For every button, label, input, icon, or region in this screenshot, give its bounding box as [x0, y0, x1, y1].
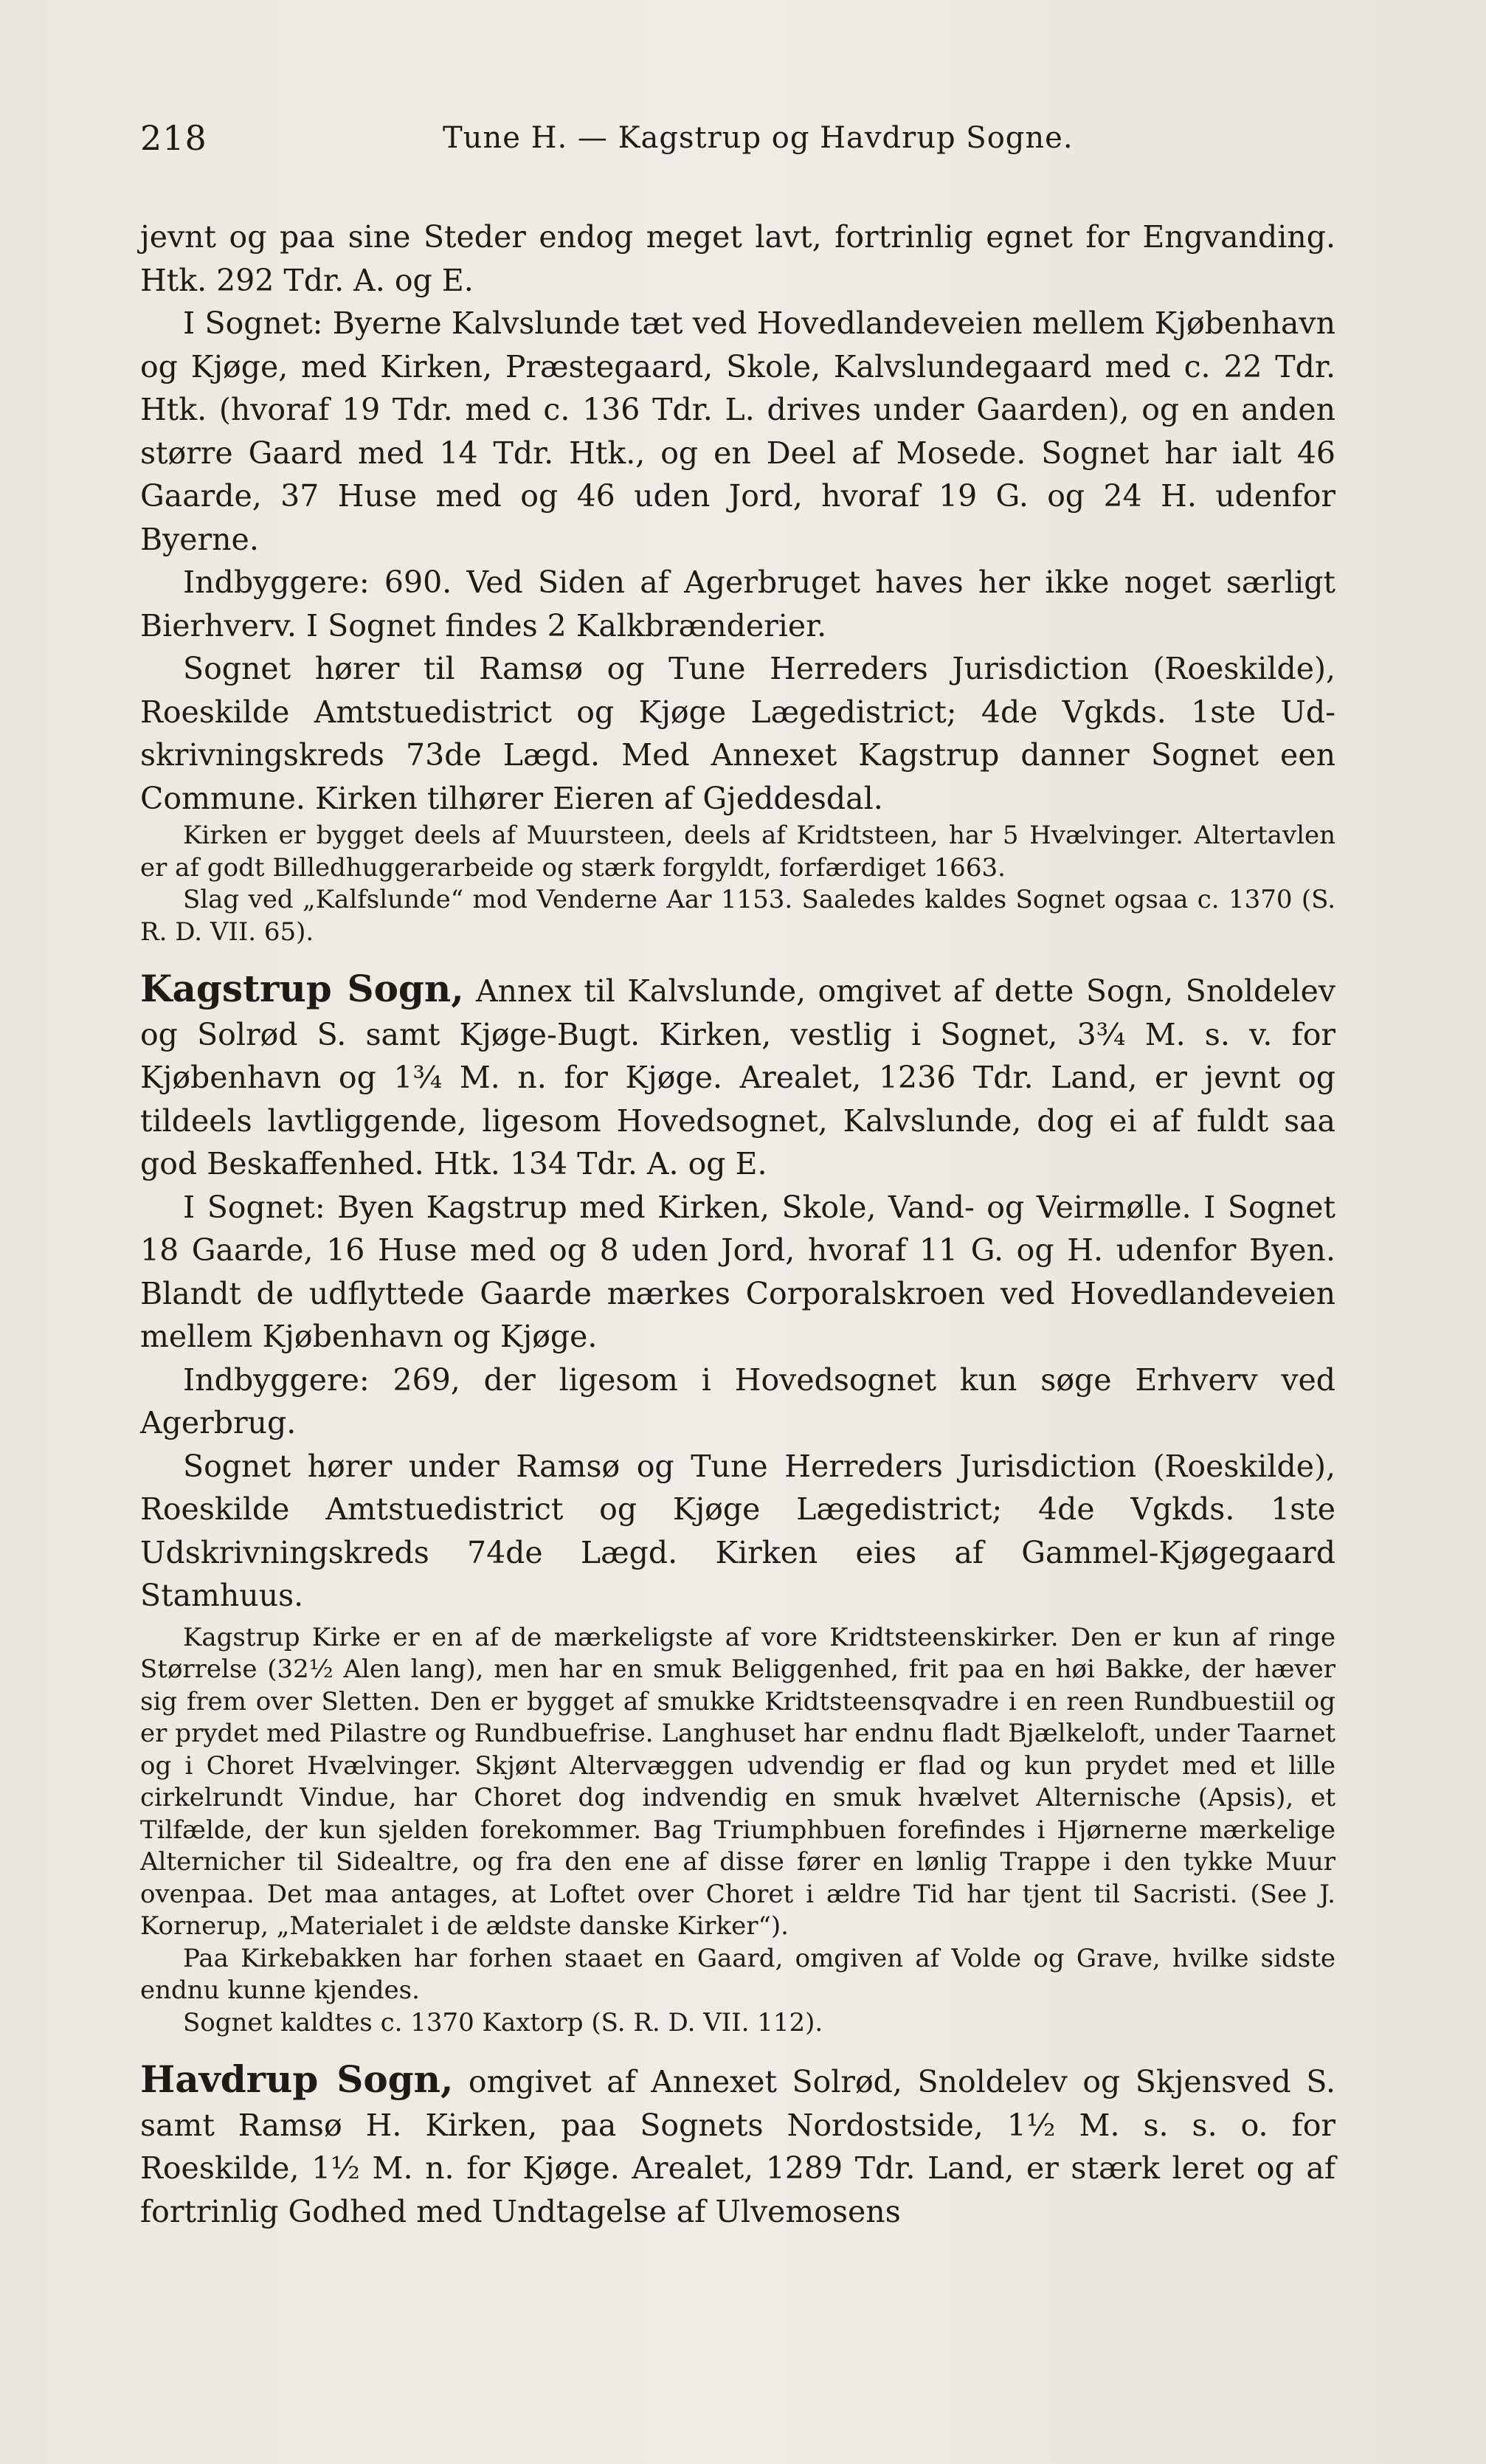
paragraph: Indbyggere: 269, der ligesom i Hovedsognet kun søge Erhverv ved Agerbrug.	[140, 1362, 1335, 1440]
parish-entry-havdrup	[140, 2058, 1335, 2233]
paragraph: I Sognet: Byerne Kalvslunde tæt ved Hovedlandeveien mellem Kjøbenhavn og Kjøge, med Kirken, Præstegaard, Skole, Kalvslundegaard med c. 22 Tdr. Htk. (hvoraf 19 Tdr. med c. 136 Tdr. L. drives under Gaarden), og en anden større Gaard med 14 Tdr. Htk., og en Deel af Mosede. Sognet har ialt 46 Gaarde, 37 Huse med og 46 uden Jord, hvoraf 19 G. og 24 H. udenfor Byerne.	[140, 306, 1335, 557]
page-header	[140, 118, 1358, 162]
parish-heading: Havdrup Sogn,	[140, 2057, 454, 2101]
paragraph: jevnt og paa sine Steder endog meget lavt, fortrinlig egnet for Engvanding. Htk. 292 Tdr. A. og E.	[140, 219, 1335, 298]
parish-description: omgivet af Annexet Solrød, Snoldelev og Skjensved S. samt Ramsø H. Kirken, paa Sognets Nordostside, 1½ M. s. s. o. for Roeskilde, 1½ M. n. for Kjøge. Arealet, 1289 Tdr. Land, er stærk leret og af fortrinlig Godhed med Undtagelse af Ulvemosens	[140, 2064, 1335, 2229]
parish-entry-kagstrup	[140, 967, 1335, 1186]
footnote: Kirken er bygget deels af Muursteen, deels af Kridtsteen, har 5 Hvælvinger. Altertavlen er af godt Billedhuggerarbeide og stærk forgyldt, forfærdiget 1663.	[140, 821, 1335, 883]
running-title: Tune H. — Kagstrup og Havdrup Sogne.	[443, 121, 1074, 155]
parish-description: Annex til Kalvslunde, omgivet af dette Sogn, Snoldelev og Solrød S. samt Kjøge-Bugt. Kirken, vestlig i Sognet, 3¾ M. s. v. for Kjøbenhavn og 1¾ M. n. for Kjøge. Arealet, 1236 Tdr. Land, er jevnt og tildeels lavtliggende, ligesom Hovedsognet, Kalvslunde, dog ei af fuldt saa god Beskaffenhed. Htk. 134 Tdr. A. og E.	[140, 973, 1335, 1181]
paragraph: Indbyggere: 690. Ved Siden af Agerbruget haves her ikke noget særligt Bierhverv. I Sognet findes 2 Kalkbrænderier.	[140, 565, 1335, 643]
page-number: 218	[140, 118, 207, 158]
footnote: Slag ved „Kalfslunde“ mod Venderne Aar 1153. Saaledes kaldes Sognet ogsaa c. 1370 (S. R. D. VII. 65).	[140, 885, 1335, 947]
paragraph: Sognet hører under Ramsø og Tune Herreders Jurisdiction (Roeskilde), Roeskilde Amtstuedistrict og Kjøge Lægedistrict; 4de Vgkds. 1ste Udskrivningskreds 74de Lægd. Kirken eies af Gammel-Kjøgegaard Stamhuus.	[140, 1448, 1335, 1613]
paragraph: Sognet hører til Ramsø og Tune Herreders Jurisdiction (Roeskilde), Roeskilde Amtstuedistrict og Kjøge Lægedistrict; 4de Vgkds. 1ste Udskrivningskreds 73de Lægd. Med Annexet Kagstrup danner Sognet een Commune. Kirken tilhører Eieren af Gjeddesdal.	[140, 651, 1335, 816]
footnote: Paa Kirkebakken har forhen staaet en Gaard, omgiven af Volde og Grave, hvilke sidste endnu kunne kjendes.	[140, 1943, 1335, 2005]
paragraph: I Sognet: Byen Kagstrup med Kirken, Skole, Vand- og Veirmølle. I Sognet 18 Gaarde, 16 Huse med og 8 uden Jord, hvoraf 11 G. og H. udenfor Byen. Blandt de udflyttede Gaarde mærkes Corporalskroen ved Hovedlandeveien mellem Kjøbenhavn og Kjøge.	[140, 1189, 1335, 1354]
body-text	[140, 215, 1335, 2233]
footnote: Sognet kaldtes c. 1370 Kaxtorp (S. R. D. VII. 112).	[183, 2007, 823, 2037]
footnote: Kagstrup Kirke er en af de mærkeligste af vore Kridtsteenskirker. Den er kun af ringe Størrelse (32½ Alen lang), men har en smuk Beliggenhed, frit paa en høi Bakke, der hæver sig frem over Sletten. Den er bygget af smukke Kridtsteensqvadre i en reen Rundbuestiil og er prydet med Pilastre og Rundbuefrise. Langhuset har endnu fladt Bjælkeloft, under Taarnet og i Choret Hvælvinger. Skjønt Altervæggen udvendig er flad og kun prydet med et lille cirkelrundt Vindue, har Choret dog indvendig en smuk hvælvet Alternische (Apsis), et Tilfælde, der kun sjelden forekommer. Bag Triumphbuen forefindes i Hjørnerne mærkelige Alternicher til Sidealtre, og fra den ene af disse fører en lønlig Trappe i den tykke Muur ovenpaa. Det maa antages, at Loftet over Choret i ældre Tid har tjent til Sacristi. (See J. Kornerup, „Materialet i de ældste danske Kirker“).	[140, 1622, 1335, 1941]
parish-heading: Kagstrup Sogn,	[140, 967, 464, 1010]
